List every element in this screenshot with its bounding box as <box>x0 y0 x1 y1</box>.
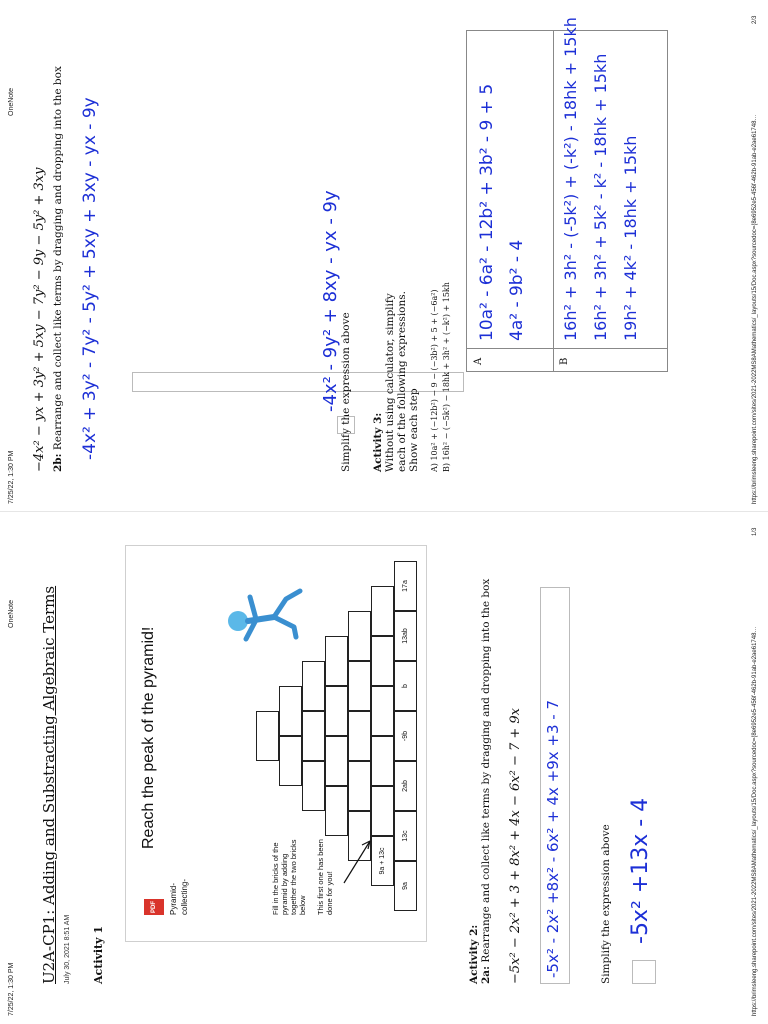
brick-bottom-3[interactable]: 2ab <box>394 761 417 811</box>
footer-page: 1/3 <box>752 527 758 536</box>
activity-2-title: Activity 2: <box>468 924 480 984</box>
stick-figure-illustration <box>224 573 304 651</box>
activity-2b-text: Rearrange and collect like terms by dragging and dropping into the box <box>52 66 64 451</box>
header-app: OneNote <box>8 87 15 116</box>
row-b-work-2: 16h² + 3h² + 5k² - k² - 18hk + 15kh <box>591 53 610 341</box>
activity-3-title: Activity 3: <box>372 412 384 472</box>
figure-body <box>248 617 274 621</box>
brick-row4-4[interactable] <box>325 636 348 686</box>
activity-3-text: Without using calculator, simplify each of the following expressions. Show each step <box>384 291 420 472</box>
expression-2a: −5x² − 2x² + 3 + 8x² + 4x − 6x² − 7 + 9x <box>508 708 523 984</box>
handwritten-box-2a: -5x² - 2x² +8x² - 6x² + 4x +9x +3 - 7 <box>544 699 562 978</box>
brick-row2-5[interactable] <box>371 636 394 686</box>
expression-2b: −4x² − yx + 3y² + 5xy − 7y² − 9y − 5y² + 3xy <box>32 167 47 472</box>
brick-row5-3[interactable] <box>302 661 325 711</box>
pdf-icon[interactable]: PDF <box>144 899 164 915</box>
row-a-work-2: 4a² - 9b² - 4 <box>507 239 527 341</box>
handwritten-box-2b: -4x² + 3y² - 7y² - 5y² + 5xy + 3xy - yx - 9y <box>80 97 100 460</box>
header-app: OneNote <box>8 599 15 628</box>
brick-row6-1[interactable] <box>279 736 302 786</box>
handwritten-answer-2b: -4x² - 9y² + 8xy - yx - 9y <box>320 190 341 412</box>
activity-2b <box>52 42 64 472</box>
footer-url: https://brimsleeng.sharepoint.com/sites/2021-2022MS8AMathematics/_layouts/15/Doc.aspx?sourcedoc={8e6952e5-456f-462b-91ab-e2ae61748… <box>752 626 758 1016</box>
answer-small-box-2a[interactable] <box>632 960 656 984</box>
activity-2 <box>468 554 492 984</box>
pdf-filename[interactable]: Pyramid-collecting- <box>169 878 189 915</box>
brick-row2-3[interactable] <box>371 736 394 786</box>
footer-url: https://brimsleeng.sharepoint.com/sites/2021-2022MS8AMathematics/_layouts/15/Doc.aspx?sourcedoc={8e6952e5-456f-462b-91ab-e2ae61748… <box>752 114 758 504</box>
brick-row2-6[interactable] <box>371 586 394 636</box>
hint-arrow-icon <box>340 825 380 885</box>
brick-row3-5[interactable] <box>348 611 371 661</box>
activity-1-title: Activity 1 <box>92 925 105 984</box>
brick-row5-1[interactable] <box>302 761 325 811</box>
figure-legs <box>274 591 300 637</box>
brick-bottom-2[interactable]: 13c <box>394 811 417 861</box>
page-title: U2A-CP1: Adding and Substracting Algebraic Terms <box>40 585 58 984</box>
header-datetime: 7/25/22, 1:30 PM <box>8 962 15 1016</box>
pyramid-hint: This first one has been done for you! <box>316 839 334 915</box>
brick-row6-2[interactable] <box>279 686 302 736</box>
brick-row4-2[interactable] <box>325 736 348 786</box>
answer-small-box-2b[interactable] <box>337 416 355 434</box>
brick-row2-1[interactable]: 9a + 13c <box>371 836 394 886</box>
step-b: B) 16h² − (−5k²) − 18hk + 3h² + (−k²) + 15kh <box>442 282 451 472</box>
simplify-label-2a: Simplify the expression above <box>600 824 612 984</box>
activity-2a-text: Rearrange and collect like terms by dragging and dropping into the box <box>480 578 492 963</box>
row-a-work-1: 10a² - 6a² - 12b² + 3b² - 9 + 5 <box>477 83 497 341</box>
activity-2b-label: 2b: <box>52 453 64 472</box>
brick-peak[interactable] <box>256 711 279 761</box>
activity-2a-label: 2a: <box>480 966 492 984</box>
header-datetime: 7/25/22, 1:30 PM <box>8 450 15 504</box>
row-b-label: B <box>559 357 570 365</box>
brick-row3-3[interactable] <box>348 711 371 761</box>
brick-row5-2[interactable] <box>302 711 325 761</box>
simplify-label-2b: Simplify the expression above <box>340 312 352 472</box>
handwritten-answer-2a: -5x² +13x - 4 <box>628 797 653 944</box>
table-divider <box>467 348 667 349</box>
figure-head <box>228 611 248 631</box>
brick-bottom-4[interactable]: -9b <box>394 711 417 761</box>
pyramid-title: Reach the peak of the pyramid! <box>140 626 157 849</box>
row-b-work-3: 19h² + 4k² - 18hk + 15kh <box>621 135 640 341</box>
footer-page: 2/3 <box>752 15 758 24</box>
row-b-work-1: 16h² + 3h² - (-5k²) + (-k²) - 18hk + 15kh <box>561 17 580 341</box>
pyramid-worksheet <box>125 545 427 942</box>
row-a-label: A <box>473 357 484 365</box>
brick-row2-4[interactable] <box>371 686 394 736</box>
brick-bottom-6[interactable]: 13ab <box>394 611 417 661</box>
brick-bottom-1[interactable]: 9a <box>394 861 417 911</box>
brick-row3-2[interactable] <box>348 761 371 811</box>
page-one <box>0 512 768 1024</box>
table-row-divider <box>553 31 554 371</box>
page-date: July 30, 2021 8:51 AM <box>64 914 71 984</box>
page-one-rotated <box>0 512 768 1024</box>
step-a: A) 10a² + (−12b²) − 9 − (−3b²) + 5 + (−6a²) <box>430 289 439 472</box>
pyramid-instruction: Fill in the bricks of the pyramid by adding together the two bricks below <box>271 839 307 915</box>
brick-bottom-5[interactable]: b <box>394 661 417 711</box>
brick-row3-4[interactable] <box>348 661 371 711</box>
activity-3 <box>372 272 420 472</box>
activity-3-table <box>466 17 668 372</box>
brick-bottom-7[interactable]: 17a <box>394 561 417 611</box>
brick-row4-3[interactable] <box>325 686 348 736</box>
